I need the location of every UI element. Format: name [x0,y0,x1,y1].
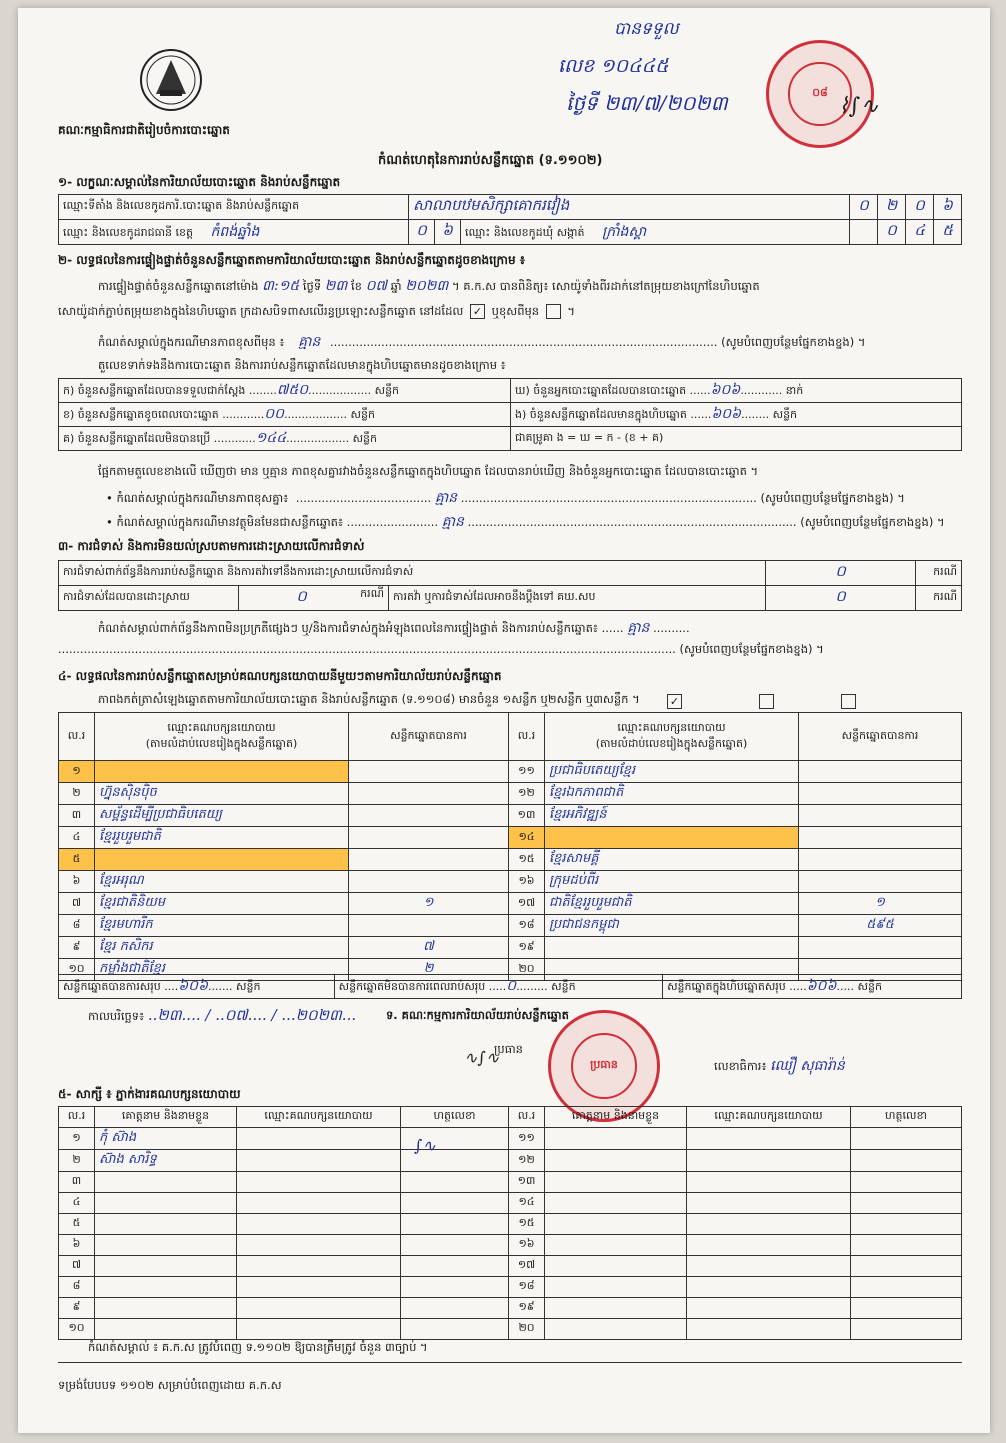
spoiled-ballots: ខ) ចំនួនសន្លឹកឆ្នោតខូចពេលបោះឆ្នោត ............០០.................. សន្លឹក [59,403,511,427]
witness-name [545,1235,687,1256]
witness-name [545,1150,687,1172]
unused-ballots: គ) ចំនួនសន្លឹកឆ្នោតដែលមិនបានប្រើ ............១៤៤.................. សន្លឹក [59,427,511,451]
received-date: ថ្ងៃទី ២៣/៧/២០២៣ [566,91,728,115]
table-row: ល.រ គោត្តនាម និងនាមខ្លួន ឈ្មោះគណបក្សនយោបាយ ហត្ថលេខា ល.រ គោត្តនាម និងនាមខ្លួន ឈ្មោះគណបក្សនយោបាយ ហត្ថលេខា [59,1107,962,1128]
witness-name: កុំ ស៊ាង [95,1128,237,1150]
witness-name [95,1214,237,1235]
witness-signature-cell [401,1193,509,1214]
code-digit: ០ [906,195,934,220]
irregularity-note-value: គ្មាន [627,620,650,636]
table-row [59,427,962,451]
table-row [59,805,962,827]
witness-party [237,1128,401,1150]
witness-name [545,1319,687,1340]
witness-party [237,1298,401,1319]
table-row [59,1277,962,1298]
party-name: ជាតិខ្មែររួបរួមជាតិ [545,893,799,915]
result-no: ១១ [509,761,545,783]
witness-party [237,1256,401,1277]
commune-value: ក្រាំងស្គា [602,223,647,240]
ballots-in-box: ង) ចំនួនសន្លឹកឆ្នោតដែលមានក្នុងហិបឆ្នោត ......៦០៦........ សន្លឹក [511,403,962,427]
witness-party [687,1128,851,1150]
witness-name [545,1214,687,1235]
code-digit: ៦ [934,195,962,220]
org-name: គណៈកម្មាធិការជាតិរៀបចំការបោះឆ្នោត [58,123,230,137]
witness-no: ១២ [509,1150,545,1172]
witness-party [687,1214,851,1235]
party-votes: ១ [799,893,962,915]
witness-party [687,1277,851,1298]
table-row [59,403,962,427]
table-row [59,937,962,959]
witness-no: ១៨ [509,1277,545,1298]
party-name [545,937,799,959]
witness-no: ១ [59,1128,95,1150]
witness-name [545,1277,687,1298]
witness-party [687,1235,851,1256]
totals-table [58,974,962,999]
party-name: កម្លាំងជាតិខ្មែរ [95,959,349,981]
witness-signature-cell [401,1277,509,1298]
appeal-value: ០ [766,586,916,611]
stamp-center-text: ប្រធាន [571,1033,637,1099]
result-no: ១ [59,761,95,783]
table-row [59,871,962,893]
table-row [59,827,962,849]
table-row: ការជំទាស់ពាក់ព័ន្ធនឹងការរាប់សន្លឹកឆ្នោត និងការតវ៉ាទៅនឹងការដោះស្រាយលើការជំទាស់ ០ ករណី [59,561,962,586]
witness-signature-cell [851,1150,962,1172]
table-row [59,893,962,915]
witness-signature-cell [401,1256,509,1277]
signature-top: ⌇∫∿ [838,94,879,119]
party-votes [349,827,509,849]
witness-party [237,1319,401,1340]
witness-party [237,1214,401,1235]
witness-signature-cell [851,1256,962,1277]
party-name [545,827,799,849]
appeal-label: ការតវ៉ា ឬការជំទាស់ដែលអាចនឹងប្តឹងទៅ គឃ.សប [389,586,766,611]
party-votes [349,849,509,871]
code-digit: ៤ [906,220,934,245]
witness-name [545,1256,687,1277]
count-table [58,378,962,451]
table-row [59,220,962,245]
object-note-line: • កំណត់សម្គាល់ក្នុងករណីមានវត្ថុមិនមែនជាសន្លឹកឆ្នោត៖ ......................... គ្មាន .......................................................................................... (សូមបំពេញបន្ថែមផ្នែកខាងខ្នង) ។ [106,514,945,530]
nec-logo-icon [138,46,204,116]
witness-party [237,1193,401,1214]
witness-name [545,1298,687,1319]
chair-signature: ∿∫∿ [464,1048,500,1067]
table-row [59,1172,962,1193]
witness-name [95,1298,237,1319]
result-no: ១២ [509,783,545,805]
witness-signature-cell [851,1235,962,1256]
witness-signature-cell [851,1214,962,1235]
party-votes [799,849,962,871]
witness-no: ៨ [59,1277,95,1298]
province-label: ឈ្មោះ និងលេខកូដរាជធានី ខេត្ត កំពង់ឆ្នាំង [59,220,409,245]
object-note-value: គ្មាន [441,514,464,530]
witness-signature-cell [401,1214,509,1235]
two-sheet-checkbox[interactable] [759,694,774,709]
witness-signature-cell [851,1128,962,1150]
section5-title: ៥- សាក្សី ៖ ភ្នាក់ងារគណបក្សនយោបាយ [58,1087,241,1101]
party-votes [349,805,509,827]
party-votes: ៧ [349,937,509,959]
diff-note-value: គ្មាន [434,490,458,506]
witness-signature-cell [401,1172,509,1193]
witness-no: ១៥ [509,1214,545,1235]
witness-name [545,1128,687,1150]
witness-party [687,1193,851,1214]
party-name: ខ្មែរសាមគ្គី [545,849,799,871]
results-table [58,712,962,981]
check-day: ២៣ [324,278,348,294]
document-title: កំណត់ហេតុនៃការរាប់សន្លឹកឆ្នោត (ទ.១១០២) [378,153,603,168]
code-digit: ៥ [934,220,962,245]
witness-signature-cell [401,1319,509,1340]
resolved-value: ០ ករណី [239,586,389,611]
received-ballots: ក) ចំនួនសន្លឹកឆ្នោតដែលបានទទួលជាក់ស្តែង ........៧៥០.................. សន្លឹក [59,379,511,403]
party-votes [349,783,509,805]
party-name [95,849,349,871]
witness-party [687,1319,851,1340]
section2-title: ២- លទ្ធផលនៃការផ្ទៀងផ្ទាត់ចំនួនសន្លឹកឆ្នោតតាមការិយាល័យបោះឆ្នោត និងរាប់សន្លឹកឆ្នោតដូចខាងក្រោម ៖ [58,253,526,267]
witness-party [237,1172,401,1193]
form-sheet [18,8,990,1433]
witness-name [95,1235,237,1256]
table-row: ការជំទាស់ដែលបានដោះស្រាយ ០ ករណី ការតវ៉ា ឬការជំទាស់ដែលអាចនឹងប្តឹងទៅ គឃ.សប ០ ករណី [59,586,962,611]
unchanged-checkbox[interactable]: ✓ [470,304,485,319]
witness-name [95,1277,237,1298]
result-no: ១៩ [509,937,545,959]
witness-no: ១៤ [509,1193,545,1214]
diff-note-line: • កំណត់សម្គាល់ក្នុងករណីមានភាពខុសគ្នា៖ ..................................... គ្មាន ................................................................................. (សូមបំពេញបន្ថែមផ្នែកខាងខ្នង) ។ [106,490,905,506]
witness-no: ១៣ [509,1172,545,1193]
result-no: ១៨ [509,915,545,937]
received-note: បានទទួល [614,19,679,39]
witness-party [687,1172,851,1193]
witness-party [687,1150,851,1172]
compare-line: ផ្អែកតាមតួលេខខាងលើ ឃើញថា មាន ឬគ្មាន ភាពខុសគ្នារវាងចំនួនសន្លឹកឆ្នោតក្នុងហិបឆ្នោត ដែលបានរាប់ឃើញ និងចំនួនអ្នកបោះឆ្នោត ដែលបានបោះឆ្នោត ។ [98,464,759,478]
form-code: ទម្រង់បែបបទ ១១០២ សម្រាប់បំពេញដោយ គ.ក.ស [58,1378,282,1392]
party-votes [799,937,962,959]
table-row [59,1128,962,1150]
check-time: ៣:១៥ [262,278,300,294]
secretary-line: លេខាធិការ៖ ឈឿ សុធារ៉ាន់ [714,1058,845,1074]
formula: ជាគម្រូគា ង = ឃ = ក - (ខ + គ) [511,427,962,451]
witness-no: ២ [59,1150,95,1172]
witness-no: ៤ [59,1193,95,1214]
table-row [59,1256,962,1277]
result-no: ១៧ [509,893,545,915]
witness-name [95,1319,237,1340]
witness-signature-cell [401,1235,509,1256]
result-no: ១៥ [509,849,545,871]
witness-no: ១០ [59,1319,95,1340]
party-votes [799,827,962,849]
tally-sheet-line: ភាពងកត់ត្រាសំឡេងឆ្នោតតាមការិយាល័យបោះឆ្នោត និងរាប់សន្លឹកឆ្នោត (ទ.១១០៨) មានចំនួន ១សន្លឹក ឬ២សន្លឹក ឬ៣សន្លឹក ។ [98,692,640,706]
section1-table [58,194,962,245]
check-line-2: សោយ៉ូដាក់ភ្ជាប់តម្រុយខាងក្នុងនៃហិបឆ្នោត ក្រដាសបិទពាសលើរន្ធប្រឡោះសន្លឹកឆ្នោត នៅដដែល ✓ ឬខុសពីមុន ។ [58,304,575,318]
code-digit: ០ [850,195,878,220]
party-votes: ១ [349,893,509,915]
party-name: ខ្មែរអភិវឌ្ឍន៍ [545,805,799,827]
valid-total: សន្លឹកឆ្នោតបានការសរុប ....៦០៦....... សន្លឹក [59,975,335,999]
witness-name [95,1193,237,1214]
witness-signature-cell [851,1193,962,1214]
witness-name [545,1172,687,1193]
stamp-center-text: ០៨ [788,62,851,125]
check-year: ២០២៣ [405,278,449,294]
witness-name: ស៊ាង សារិទ្ធ [95,1150,237,1172]
committee-label: ទ. គណៈកម្មការការិយាល័យរាប់សន្លឹកឆ្នោត [386,1008,569,1022]
irregularity-note-cont: ......................................................................................................................................................................... (សូមបំពេញបន្ថែមផ្នែកខាងខ្នង) ។ [58,642,824,656]
three-sheet-checkbox[interactable] [841,694,856,709]
result-no: ៦ [59,871,95,893]
section1-title: ១- លក្ខណៈសម្គាល់នៃការិយាល័យបោះឆ្នោត និងរាប់សន្លឹកឆ្នោត [58,175,341,189]
party-votes [799,783,962,805]
table-row [59,195,962,220]
witness-no: ១៦ [509,1235,545,1256]
witness-signature: ∫∿ [414,1136,436,1155]
party-name: ប្រជាជនកម្ពុជា [545,915,799,937]
result-no: ១៦ [509,871,545,893]
party-name: ខ្មែរមហារីក [95,915,349,937]
party-name: ហ្វ៊ុនស៊ិនប៉ិច [95,783,349,805]
section3-title: ៣- ការជំទាស់ និងការមិនយល់ស្របតាមការដោះស្រាយលើការជំទាស់ [58,539,365,553]
party-name: ប្រជាធិបតេយ្យខ្មែរ [545,761,799,783]
witness-party [687,1298,851,1319]
witness-no: ៥ [59,1214,95,1235]
witness-no: ២០ [509,1319,545,1340]
witness-signature-cell [401,1298,509,1319]
result-no: ៣ [59,805,95,827]
party-name [95,761,349,783]
secretary-name: ឈឿ សុធារ៉ាន់ [770,1058,845,1074]
witness-no: ៧ [59,1256,95,1277]
table-row [59,915,962,937]
table-row [59,1193,962,1214]
objection-label: ការជំទាស់ពាក់ព័ន្ធនឹងការរាប់សន្លឹកឆ្នោត និងការតវ៉ាទៅនឹងការដោះស្រាយលើការជំទាស់ [59,561,766,586]
result-no: ៧ [59,893,95,915]
box-total: សន្លឹកឆ្នោតក្នុងហិបឆ្នោតសរុប .....៦០៦..... សន្លឹក [663,975,962,999]
voters-count: ឃ) ចំនួនអ្នកបោះឆ្នោតដែលបានបោះឆ្នោត ......៦០៦............ នាក់ [511,379,962,403]
table-row [59,1235,962,1256]
table-row [59,849,962,871]
section4-title: ៤- លទ្ធផលនៃការរាប់សន្លឹកឆ្នោតសម្រាប់គណបក្សនយោបាយនីមួយៗតាមការិយាល័យរាប់សន្លឹកឆ្នោត [58,669,502,683]
change-note-value: គ្មាន [298,334,321,350]
check-month: ០៧ [365,278,388,294]
table-row [59,1319,962,1340]
table-row [59,1298,962,1319]
footer-note: កំណត់សម្គាល់ ៖ គ.ក.ស ត្រូវបំពេញ ទ.១១០២ ឱ្យបានត្រឹមត្រូវ ចំនួន ៣ច្បាប់ ។ [88,1340,428,1354]
objection-table [58,560,962,611]
result-no: ១០ [59,959,95,981]
irregularity-note: កំណត់សម្គាល់ពាក់ព័ន្ធនឹងភាពមិនប្រក្រតីផ្សេងៗ ឬ/និងការជំទាស់ក្នុងអំឡុងពេលនៃការផ្ទៀងផ្ទាត់ និងការរាប់សន្លឹកឆ្នោត៖ ...... គ្មាន .......... [98,620,690,636]
code-digit: ២ [878,195,906,220]
witness-signature-cell [851,1298,962,1319]
one-sheet-checkbox[interactable]: ✓ [667,694,682,709]
result-no: ៤ [59,827,95,849]
table-row [59,379,962,403]
change-note-line: កំណត់សម្គាល់ក្នុងករណីមានភាពខុសពីមុន ៖ គ្មាន .......................................................................................................... (សូមបំពេញបន្ថែមផ្នែកខាងខ្នង) ។ [98,334,866,350]
changed-checkbox[interactable] [546,304,561,319]
party-votes [349,915,509,937]
result-no: ៨ [59,915,95,937]
date-line: កាលបរិច្ឆេទ៖ ..២៣.... / ..០៧.... / ...២០២៣... [88,1006,357,1024]
witness-table [58,1106,962,1340]
result-no: ២ [59,783,95,805]
party-votes [799,761,962,783]
witness-party [687,1256,851,1277]
table-row: ល.រ ឈ្មោះគណបក្សនយោបាយ (តាមលំដាប់លេខរៀងក្នុងសន្លឹកឆ្នោត) សន្លឹកឆ្នោតបានការ ល.រ ឈ្មោះគណបក្សនយោបាយ (តាមលំដាប់លេខរៀងក្នុងសន្លឹកឆ្នោត) សន្លឹកឆ្នោតបានការ [59,713,962,761]
code-digit: ០ [878,220,906,245]
result-no: ២០ [509,959,545,981]
location-value: សាលាបឋមសិក្សាគោករវៀង [409,195,850,220]
result-no: ១៤ [509,827,545,849]
witness-name [95,1256,237,1277]
witness-name [545,1193,687,1214]
check-line-1: ការផ្ទៀងផ្ទាត់ចំនួនសន្លឹកឆ្នោតនៅម៉ោង ៣:១៥ ថ្ងៃទី ២៣ ខែ ០៧ ឆ្នាំ ២០២៣ ។ គ.ក.ស បានពិនិត្យ៖ សោយ៉ូទាំងពីរដាក់នៅតម្រុយខាងក្រៅនៃហិបឆ្នោត [98,278,760,294]
witness-name [95,1172,237,1193]
witness-party [237,1150,401,1172]
code-digit: ៦ [435,220,461,245]
table-row [59,1214,962,1235]
party-name: ខ្មែរ កសិករ [95,937,349,959]
party-votes [349,871,509,893]
party-name: ខ្មែរឯកភាពជាតិ [545,783,799,805]
party-name: ខ្មែរអរុណ [95,871,349,893]
result-no: ១៣ [509,805,545,827]
resolved-label: ការជំទាស់ដែលបានដោះស្រាយ [59,586,239,611]
table-row [59,1150,962,1172]
witness-party [237,1235,401,1256]
party-votes: ២ [349,959,509,981]
party-votes: ៥៩៥ [799,915,962,937]
witness-signature-cell [851,1319,962,1340]
party-votes [799,871,962,893]
party-name: សម្ព័ន្ធដើម្បីប្រជាធិបតេយ្យ [95,805,349,827]
party-name: ខ្មែររួបរួមជាតិ [95,827,349,849]
received-number: លេខ ១០៤៤៥ [558,55,669,77]
party-votes [799,805,962,827]
witness-signature-cell [851,1172,962,1193]
witness-no: ១១ [509,1128,545,1150]
location-label: ឈ្មោះទីតាំង និងលេខកូដការិ.បោះឆ្នោត និងរាប់សន្លឹកឆ្នោត [59,195,409,220]
result-no: ៩ [59,937,95,959]
chair-label: ប្រធាន [494,1042,523,1056]
party-name: ក្រុមដប់ពីរ [545,871,799,893]
count-intro: តួលេខទាក់ទងនឹងការបោះឆ្នោត និងការរាប់សន្លឹកឆ្នោតដែលមានក្នុងហិបឆ្នោតមានដូចខាងក្រោម ៖ [98,358,506,372]
witness-no: ១៧ [509,1256,545,1277]
witness-no: ៦ [59,1235,95,1256]
witness-no: ១៩ [509,1298,545,1319]
objection-value: ០ [766,561,916,586]
table-row [59,783,962,805]
witness-party [237,1277,401,1298]
result-no: ៥ [59,849,95,871]
province-value: កំពង់ឆ្នាំង [210,223,260,240]
invalid-total: សន្លឹកឆ្នោតមិនបានការពេលរាប់សរុប .....០......... សន្លឹក [334,975,662,999]
party-name: ខ្មែរជាតិនិយម [95,893,349,915]
table-row [59,761,962,783]
witness-no: ៣ [59,1172,95,1193]
code-digit: ០ [409,220,435,245]
commune-label: ឈ្មោះ និងលេខកូដឃុំ សង្កាត់ ក្រាំងស្គា [461,220,850,245]
witness-no: ៩ [59,1298,95,1319]
table-row [59,975,962,999]
party-votes [349,761,509,783]
witness-signature-cell [851,1277,962,1298]
